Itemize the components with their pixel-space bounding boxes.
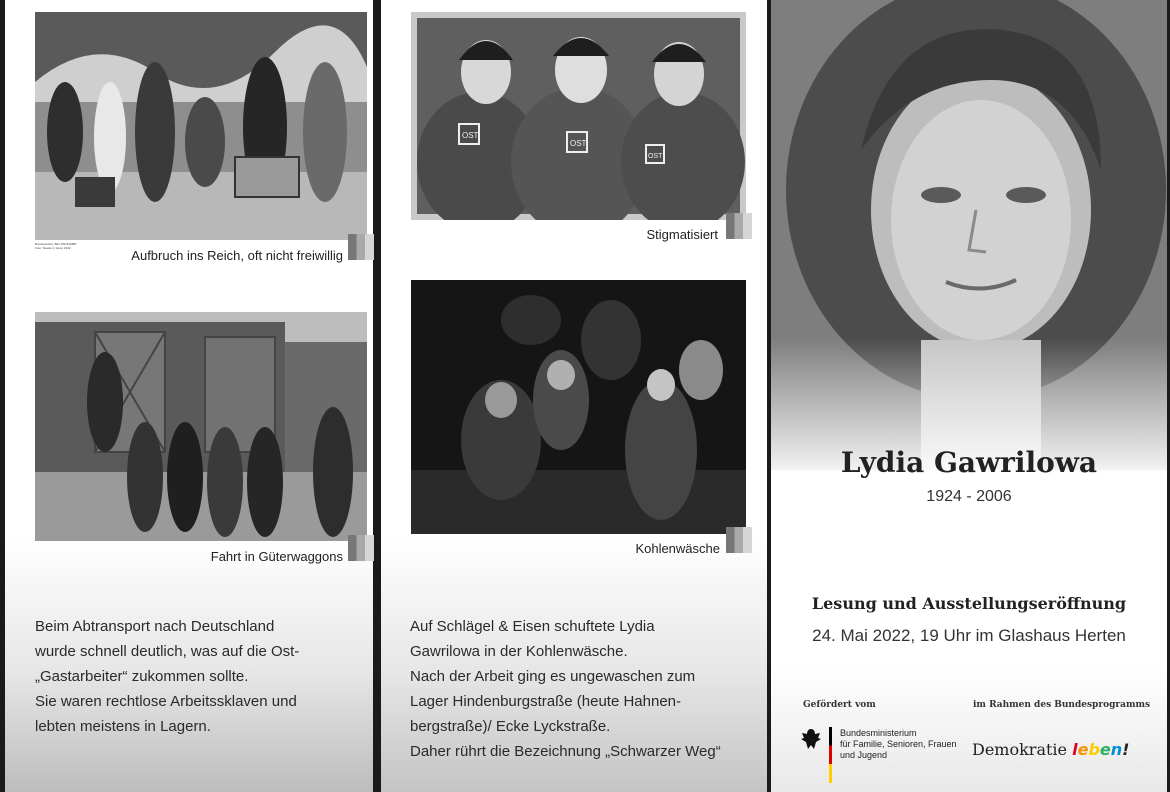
tone-swatch bbox=[348, 234, 374, 260]
logo-letter: b bbox=[1088, 740, 1100, 759]
ost-badge: OST bbox=[462, 131, 479, 140]
text-line: Sie waren rechtlose Arbeitssklaven und bbox=[35, 693, 297, 710]
photo-stigmatized bbox=[411, 12, 746, 220]
text-line: lebten meistens in Lagern. bbox=[35, 718, 211, 735]
event-date: 24. Mai 2022, 19 Uhr im Glashaus Herten bbox=[812, 626, 1126, 645]
ost-badge: OST bbox=[648, 153, 663, 160]
caption-departure: Aufbruch ins Reich, oft nicht freiwillig bbox=[131, 248, 343, 263]
photo-coal-washing bbox=[411, 280, 746, 534]
text-line: wurde schnell deutlich, was auf die Ost- bbox=[35, 643, 300, 660]
caption-freight-wagons: Fahrt in Güterwaggons bbox=[210, 549, 343, 564]
logo-letter: e bbox=[1077, 740, 1089, 759]
ministry-line: und Jugend bbox=[840, 750, 888, 760]
text-line: „Gastarbeiter“ zukommen sollte. bbox=[35, 668, 249, 685]
person-name: Lydia Gawrilowa bbox=[840, 446, 1098, 479]
logo-letter: l bbox=[1072, 740, 1078, 759]
photo-credit: Bundesarchiv, Bild 183-B19887 Foto: Sweden | Hans 1942 bbox=[35, 242, 77, 250]
photo-freight-wagons bbox=[35, 312, 367, 541]
tone-swatch bbox=[348, 535, 374, 561]
portrait-photo bbox=[771, 0, 1167, 470]
ministry-name bbox=[840, 728, 957, 761]
text-line: Daher rührt die Bezeichnung „Schwarzer Weg“ bbox=[410, 743, 721, 760]
tone-swatch bbox=[726, 213, 752, 239]
ost-badge: OST bbox=[570, 139, 587, 148]
logo-letter: ! bbox=[1122, 740, 1130, 759]
caption-stigmatized: Stigmatisiert bbox=[646, 227, 718, 242]
ministry-line: für Familie, Senioren, Frauen bbox=[840, 739, 957, 749]
logo-letter: e bbox=[1099, 740, 1111, 759]
funded-by-label: Gefördert vom bbox=[803, 700, 876, 710]
caption-coal-washing: Kohlenwäsche bbox=[635, 541, 720, 556]
german-flag-bar bbox=[829, 727, 832, 783]
logo-letter: n bbox=[1110, 740, 1123, 759]
person-years: 1924 - 2006 bbox=[926, 488, 1012, 505]
ministry-line: Bundesministerium bbox=[840, 728, 917, 738]
text-line: Auf Schlägel & Eisen schuftete Lydia bbox=[410, 618, 655, 635]
program-logo bbox=[972, 740, 1129, 759]
text-line: Nach der Arbeit ging es ungewaschen zum bbox=[410, 668, 696, 685]
tone-swatch bbox=[726, 527, 752, 553]
left-body-text bbox=[35, 614, 365, 739]
event-title: Lesung und Ausstellungseröffnung bbox=[811, 594, 1127, 613]
photo-departure bbox=[35, 12, 367, 240]
program-name: Demokratie bbox=[972, 740, 1067, 759]
federal-eagle-icon bbox=[800, 727, 822, 753]
text-line: Beim Abtransport nach Deutschland bbox=[35, 618, 275, 635]
program-label: im Rahmen des Bundesprogramms bbox=[973, 700, 1151, 710]
middle-body-text bbox=[410, 614, 765, 764]
text-line: Lager Hindenburgstraße (heute Hahnen- bbox=[410, 693, 682, 710]
program-name-leben bbox=[1072, 740, 1129, 759]
text-line: Gawrilowa in der Kohlenwäsche. bbox=[410, 643, 628, 660]
text-line: bergstraße)/ Ecke Lyckstraße. bbox=[410, 718, 611, 735]
